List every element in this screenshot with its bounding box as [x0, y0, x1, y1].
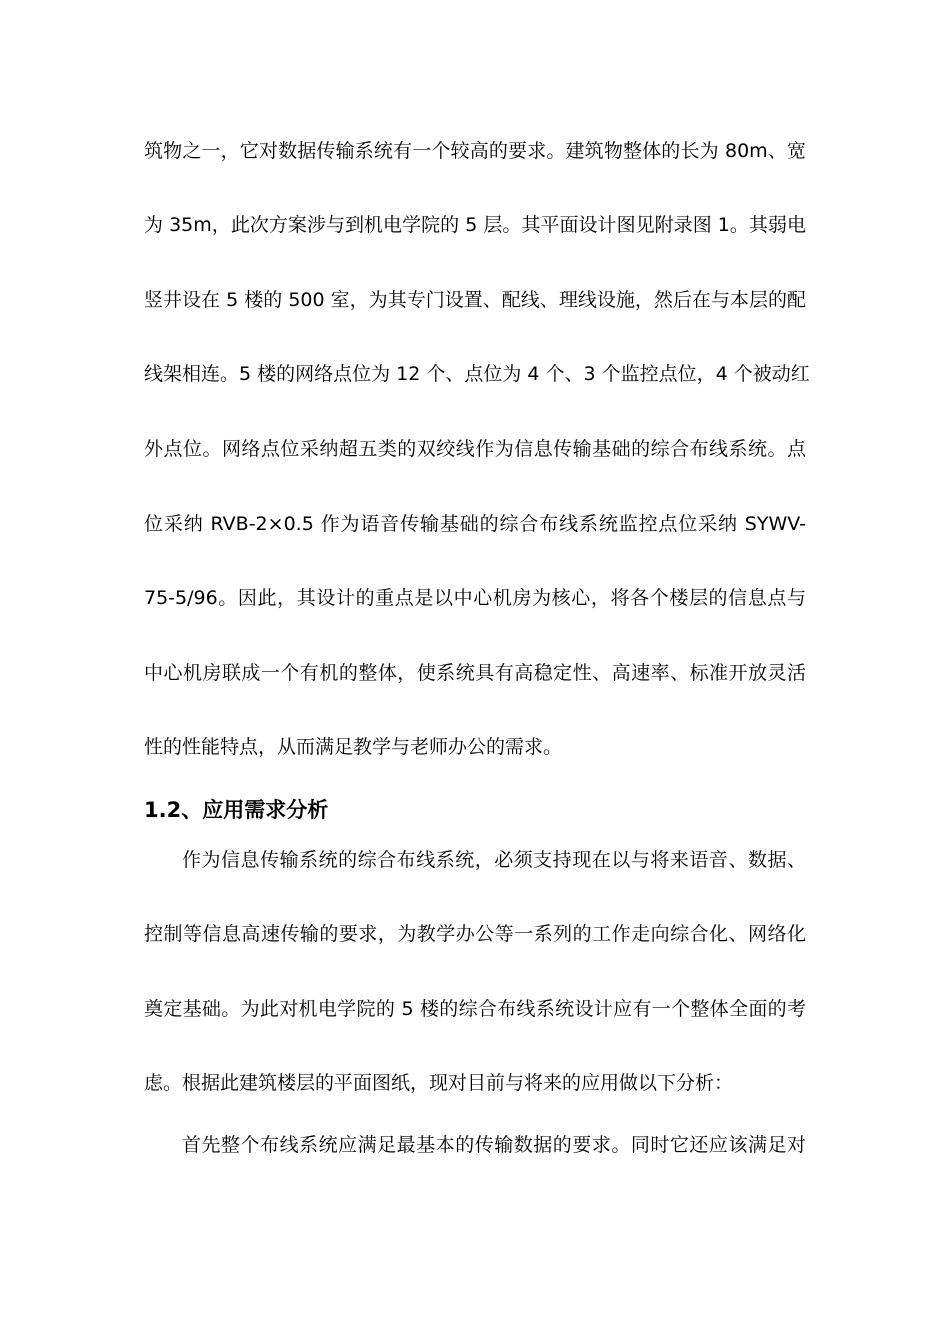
paragraph-1-line-3: 竖井设在 5 楼的 500 室，为其专门设置、配线、理线设施，然后在与本层的配: [144, 289, 806, 311]
paragraph-1-line-2: 为 35m，此次方案涉与到机电学院的 5 层。其平面设计图见附录图 1。其弱电: [144, 214, 806, 236]
paragraph-2-line-2: 控制等信息高速传输的要求，为教学办公等一系列的工作走向综合化、网络化: [144, 923, 806, 945]
paragraph-1-line-7: 75-5/96。因此，其设计的重点是以中心机房为核心，将各个楼层的信息点与: [144, 587, 806, 609]
paragraph-2-line-3: 奠定基础。为此对机电学院的 5 楼的综合布线系统设计应有一个整体全面的考: [144, 998, 806, 1020]
paragraph-1-line-4: 线架相连。5 楼的网络点位为 12 个、点位为 4 个、3 个监控点位，4 个被动红: [144, 363, 810, 385]
paragraph-1-line-1: 筑物之一，它对数据传输系统有一个较高的要求。建筑物整体的长为 80m、宽: [144, 140, 806, 162]
paragraph-1-line-8: 中心机房联成一个有机的整体，使系统具有高稳定性、高速率、标准开放灵活: [144, 662, 806, 684]
paragraph-3-line-1: 首先整个布线系统应满足最基本的传输数据的要求。同时它还应该满足对: [182, 1134, 806, 1156]
section-heading: 1.2、应用需求分析: [144, 798, 329, 822]
paragraph-2-line-1: 作为信息传输系统的综合布线系统，必须支持现在以与将来语音、数据、: [182, 849, 806, 871]
paragraph-1-line-6: 位采纳 RVB-2×0.5 作为语音传输基础的综合布线系统监控点位采纳 SYWV-: [144, 513, 806, 535]
paragraph-1-line-5: 外点位。网络点位采纳超五类的双绞线作为信息传输基础的综合布线系统。点: [144, 438, 806, 460]
paragraph-2-line-4: 虑。根据此建筑楼层的平面图纸，现对目前与将来的应用做以下分析：: [144, 1072, 734, 1094]
paragraph-1-line-9: 性的性能特点，从而满足教学与老师办公的需求。: [144, 736, 563, 758]
